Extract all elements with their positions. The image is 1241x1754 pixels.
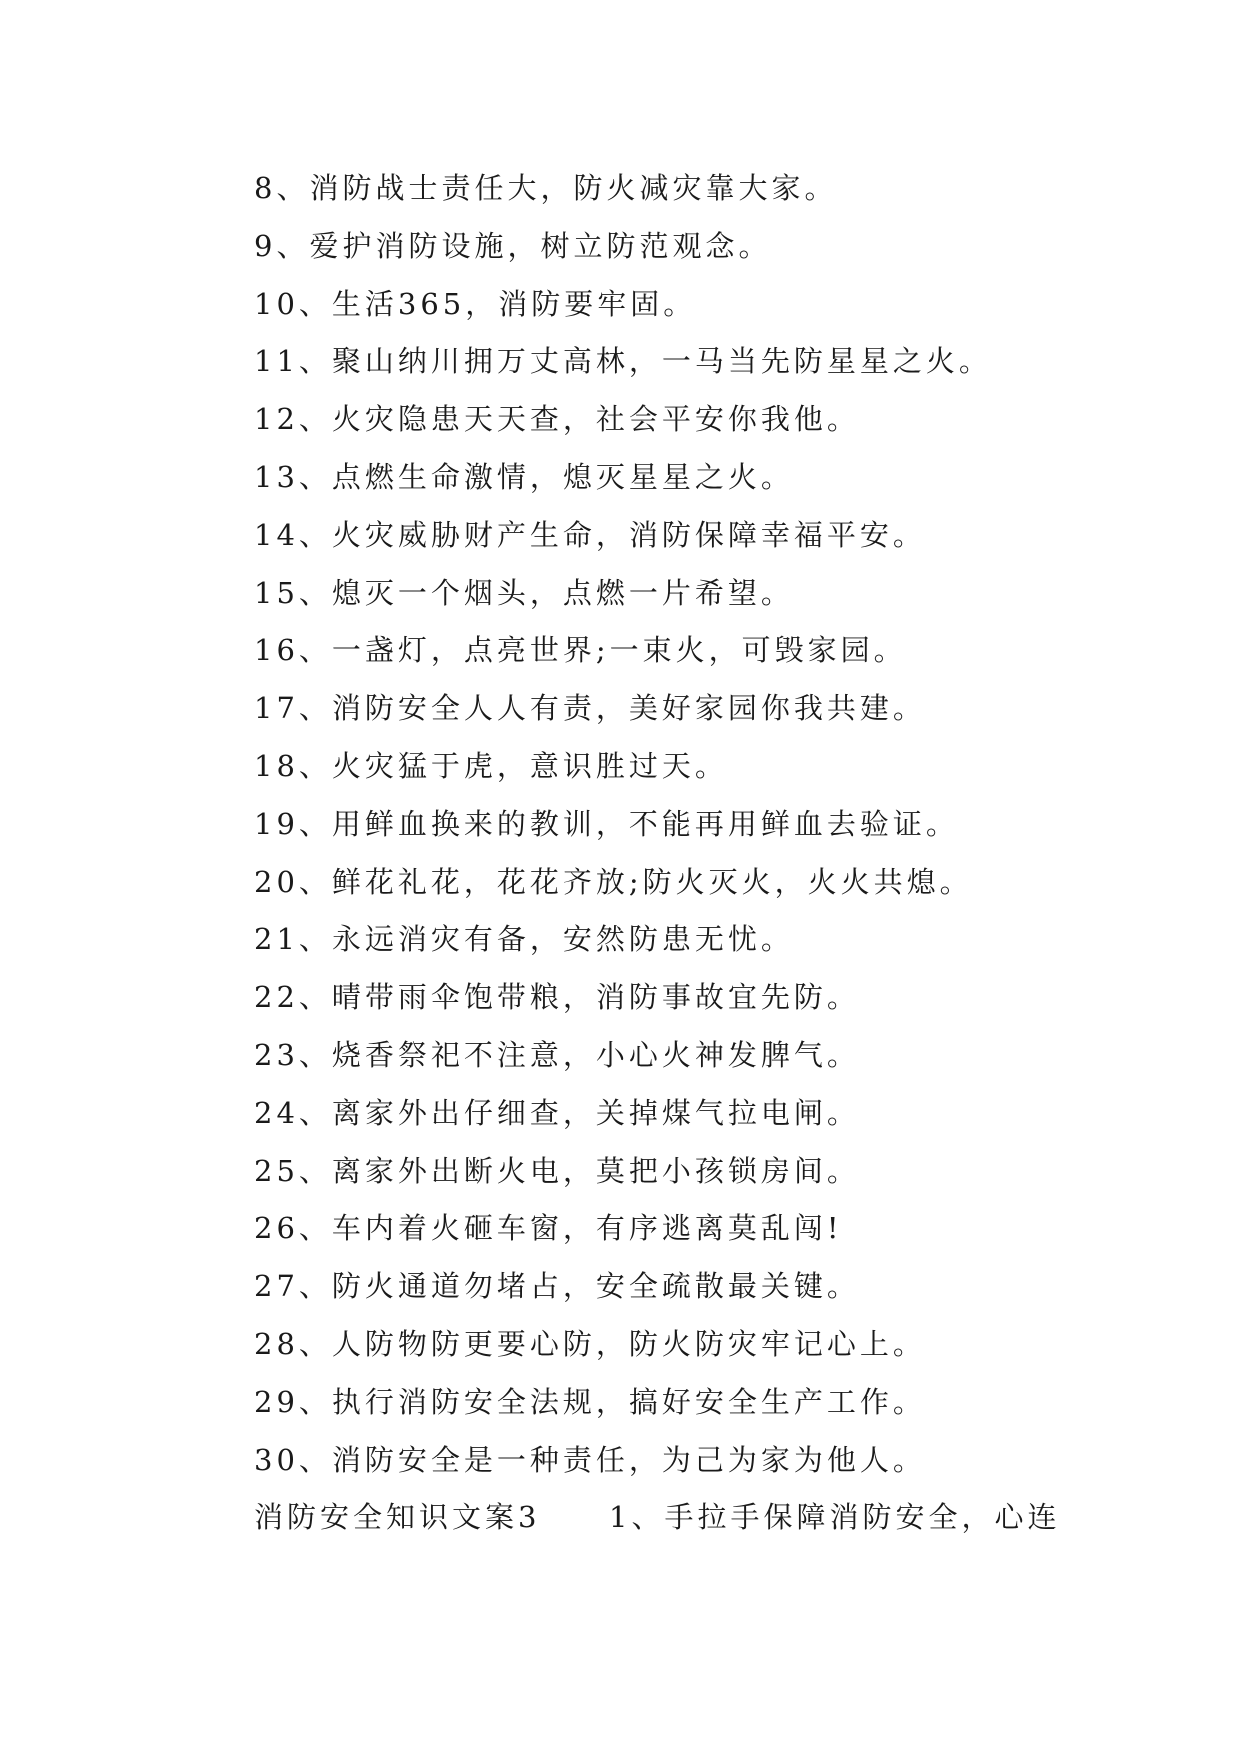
text-line: 21、永远消灾有备，安然防患无忧。 (254, 922, 794, 957)
text-line: 14、火灾威胁财产生命，消防保障幸福平安。 (254, 517, 926, 552)
text-line: 13、点燃生命激情，熄灭星星之火。 (254, 459, 794, 494)
text-line: 24、离家外出仔细查，关掉煤气拉电闸。 (254, 1095, 860, 1130)
text-line: 11、聚山纳川拥万丈高林，一马当先防星星之火。 (254, 344, 992, 379)
text-line: 17、消防安全人人有责，美好家园你我共建。 (254, 691, 926, 726)
text-line: 18、火灾猛于虎，意识胜过天。 (254, 748, 728, 783)
document-content (254, 160, 1084, 1547)
section-first-item: 1、手拉手保障消防安全，心连 (609, 1500, 1061, 1535)
section-title: 消防安全知识文案3 (254, 1500, 541, 1535)
text-line: 27、防火通道勿堵占，安全疏散最关键。 (254, 1269, 860, 1304)
text-line: 20、鲜花礼花，花花齐放;防火灭火，火火共熄。 (254, 864, 973, 899)
text-line: 8、消防战士责任大，防火减灾靠大家。 (254, 171, 838, 205)
text-line: 9、爱护消防设施，树立防范观念。 (254, 228, 772, 263)
text-line: 12、火灾隐患天天查，社会平安你我他。 (254, 402, 860, 437)
text-line: 16、一盏灯，点亮世界;一束火，可毁家园。 (254, 633, 907, 668)
text-line: 22、晴带雨伞饱带粮，消防事故宜先防。 (254, 980, 860, 1015)
text-line: 15、熄灭一个烟头，点燃一片希望。 (254, 575, 794, 610)
text-line: 28、人防物防更要心防，防火防灾牢记心上。 (254, 1326, 926, 1361)
text-line: 23、烧香祭祀不注意，小心火神发脾气。 (254, 1037, 860, 1072)
text-line: 10、生活365，消防要牢固。 (254, 286, 697, 321)
text-line: 30、消防安全是一种责任，为己为家为他人。 (254, 1442, 926, 1477)
text-line: 19、用鲜血换来的教训，不能再用鲜血去验证。 (254, 806, 959, 841)
text-line: 29、执行消防安全法规，搞好安全生产工作。 (254, 1384, 926, 1419)
section-heading-line (254, 1489, 1084, 1547)
text-line: 25、离家外出断火电，莫把小孩锁房间。 (254, 1153, 860, 1188)
text-line: 26、车内着火砸车窗，有序逃离莫乱闯! (254, 1211, 843, 1246)
